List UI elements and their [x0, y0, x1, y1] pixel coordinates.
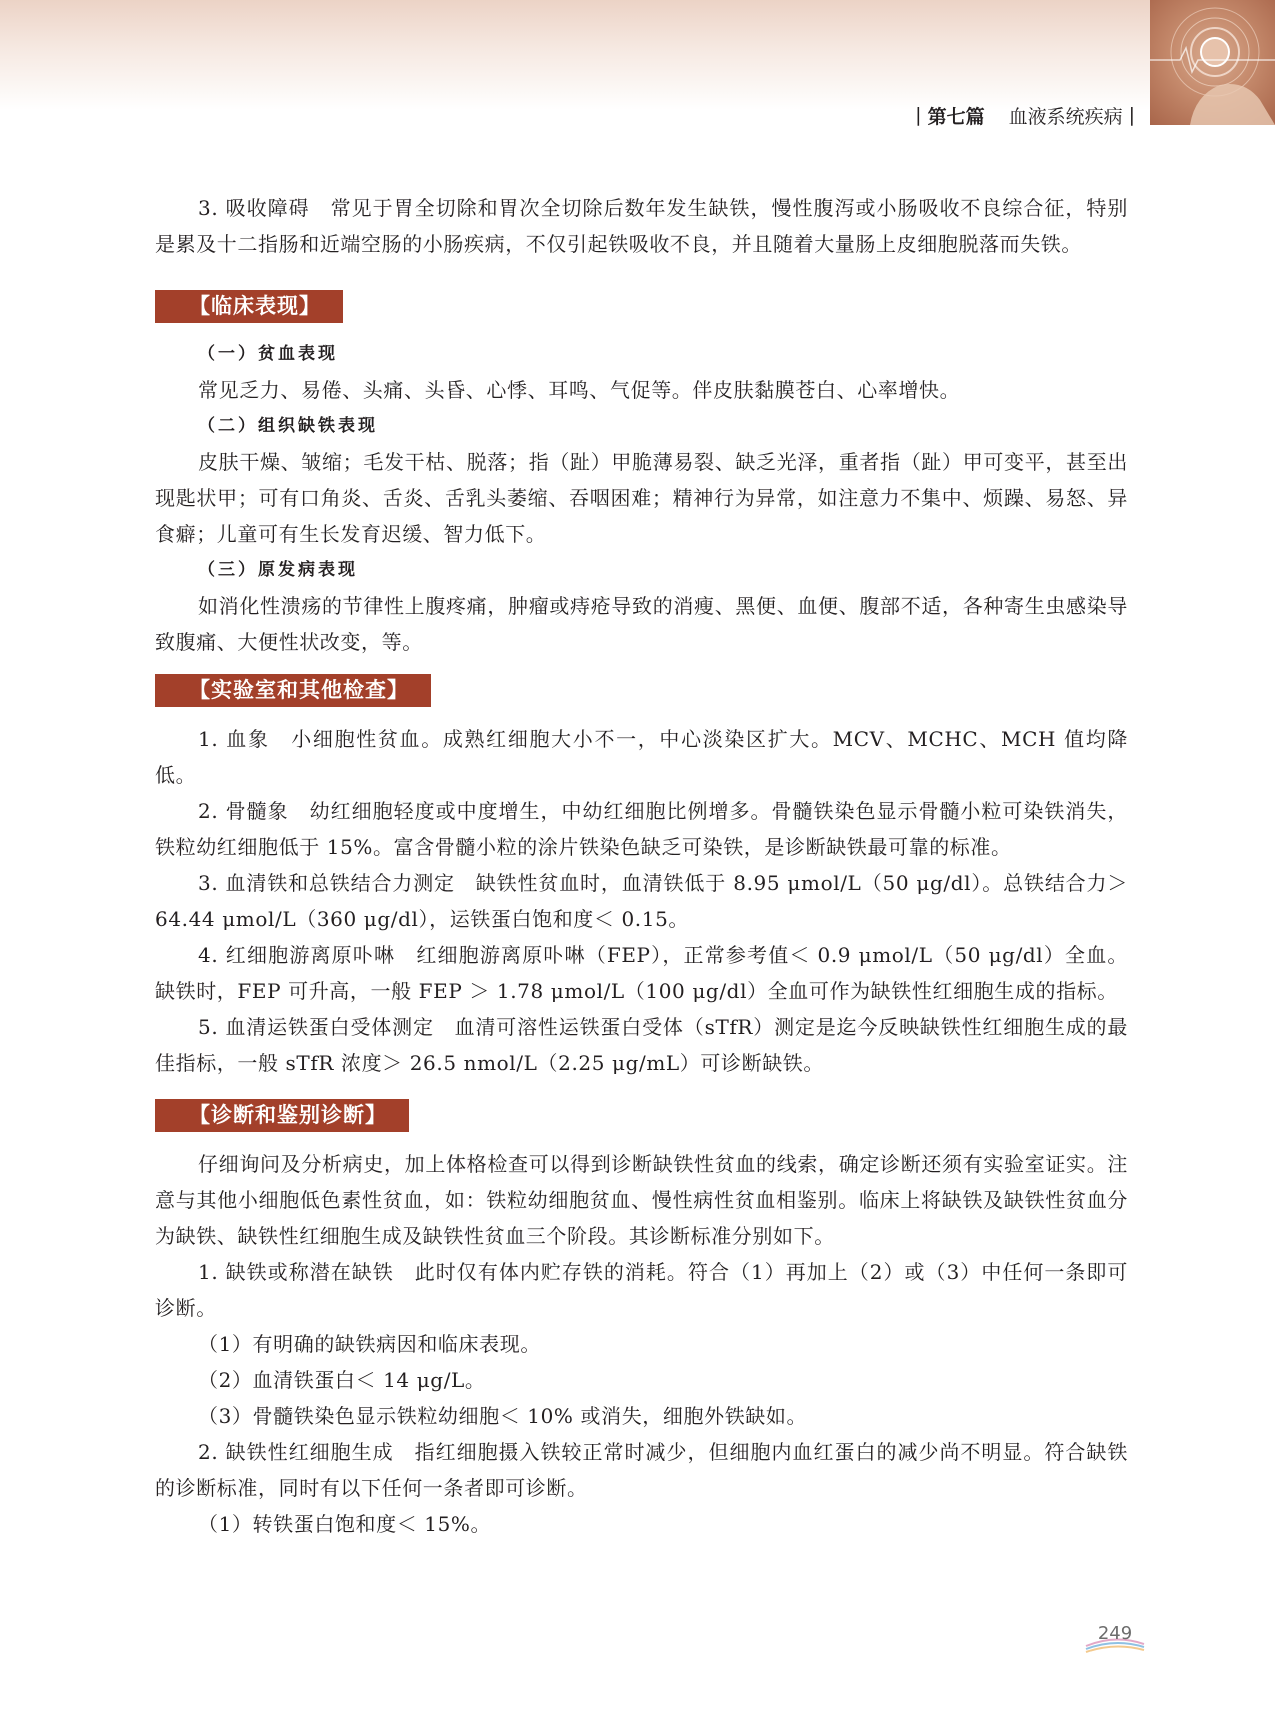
- subheading-tissue: （二）组织缺铁表现: [198, 416, 378, 436]
- header-part: 第七篇: [927, 105, 985, 128]
- lab-item-4: 4. 红细胞游离原卟啉 红细胞游离原卟啉（FEP），正常参考值＜ 0.9 μmol/L（50 μg/dl）全血。缺铁时，FEP 可升高，一般 FEP ＞ 1.78 μmol/L（100 μg/dl）全血可作为缺铁性红细胞生成的指标。: [155, 943, 1128, 1003]
- stethoscope-illustration: [1150, 0, 1275, 125]
- diagnosis-stage-1: 1. 缺铁或称潜在缺铁 此时仅有体内贮存铁的消耗。符合（1）再加上（2）或（3）中任何一条即可诊断。: [155, 1260, 1128, 1320]
- anemia-paragraph: 常见乏力、易倦、头痛、头昏、心悸、耳鸣、气促等。伴皮肤黏膜苍白、心率增快。: [198, 378, 961, 402]
- header-band: [0, 0, 1275, 110]
- running-header: [915, 103, 1135, 127]
- stage-2-criterion-1: （1）转铁蛋白饱和度＜ 15%。: [198, 1512, 492, 1536]
- diagnosis-intro: 仔细询问及分析病史，加上体格检查可以得到诊断缺铁性贫血的线索，确定诊断还须有实验室证实。注意与其他小细胞低色素性贫血，如：铁粒幼细胞贫血、慢性病性贫血相鉴别。临床上将缺铁及缺铁性贫血分为缺铁、缺铁性红细胞生成及缺铁性贫血三个阶段。其诊断标准分别如下。: [155, 1152, 1128, 1248]
- page-body: [155, 190, 1128, 1542]
- page-number: [1080, 1622, 1150, 1656]
- page-number-text: 249: [1097, 1623, 1133, 1644]
- absorption-paragraph: 3. 吸收障碍 常见于胃全切除和胃次全切除后数年发生缺铁，慢性腹泻或小肠吸收不良综合征，特别是累及十二指肠和近端空肠的小肠疾病，不仅引起铁吸收不良，并且随着大量肠上皮细胞脱落而失铁。: [155, 196, 1128, 256]
- section-heading-lab: 【实验室和其他检查】: [155, 674, 431, 707]
- lab-item-5: 5. 血清运铁蛋白受体测定 血清可溶性运铁蛋白受体（sTfR）测定是迄今反映缺铁性红细胞生成的最佳指标，一般 sTfR 浓度＞ 26.5 nmol/L（2.25 μg/mL）可诊断缺铁。: [155, 1015, 1128, 1075]
- stethoscope-icon: [1150, 0, 1275, 125]
- stage-1-criterion-1: （1）有明确的缺铁病因和临床表现。: [198, 1332, 541, 1356]
- header-title: 血液系统疾病: [1008, 105, 1123, 128]
- section-heading-clinical: 【临床表现】: [155, 290, 343, 323]
- primary-paragraph: 如消化性溃疡的节律性上腹疼痛，肿瘤或痔疮导致的消瘦、黑便、血便、腹部不适，各种寄生虫感染导致腹痛、大便性状改变，等。: [155, 594, 1128, 654]
- lab-item-1: 1. 血象 小细胞性贫血。成熟红细胞大小不一，中心淡染区扩大。MCV、MCHC、MCH 值均降低。: [155, 727, 1128, 787]
- tissue-paragraph: 皮肤干燥、皱缩；毛发干枯、脱落；指（趾）甲脆薄易裂、缺乏光泽，重者指（趾）甲可变平，甚至出现匙状甲；可有口角炎、舌炎、舌乳头萎缩、吞咽困难；精神行为异常，如注意力不集中、烦躁、易怒、异食癖；儿童可有生长发育迟缓、智力低下。: [155, 450, 1128, 546]
- subheading-anemia: （一）贫血表现: [198, 344, 338, 364]
- lab-item-2: 2. 骨髓象 幼红细胞轻度或中度增生，中幼红细胞比例增多。骨髓铁染色显示骨髓小粒可染铁消失，铁粒幼红细胞低于 15%。富含骨髓小粒的涂片铁染色缺乏可染铁，是诊断缺铁最可靠的标准。: [155, 799, 1128, 859]
- diagnosis-stage-2: 2. 缺铁性红细胞生成 指红细胞摄入铁较正常时减少，但细胞内血红蛋白的减少尚不明显。符合缺铁的诊断标准，同时有以下任何一条者即可诊断。: [155, 1440, 1128, 1500]
- section-heading-diagnosis: 【诊断和鉴别诊断】: [155, 1099, 409, 1132]
- stage-1-criterion-3: （3）骨髓铁染色显示铁粒幼细胞＜ 10% 或消失，细胞外铁缺如。: [198, 1404, 808, 1428]
- lab-item-3: 3. 血清铁和总铁结合力测定 缺铁性贫血时，血清铁低于 8.95 μmol/L（50 μg/dl）。总铁结合力＞ 64.44 μmol/L（360 μg/dl），运铁蛋白饱和度＜ 0.15。: [155, 871, 1128, 931]
- header-divider-left: |: [915, 104, 922, 126]
- stage-1-criterion-2: （2）血清铁蛋白＜ 14 μg/L。: [198, 1368, 486, 1392]
- header-divider-right: |: [1128, 104, 1135, 126]
- subheading-primary: （三）原发病表现: [198, 560, 358, 580]
